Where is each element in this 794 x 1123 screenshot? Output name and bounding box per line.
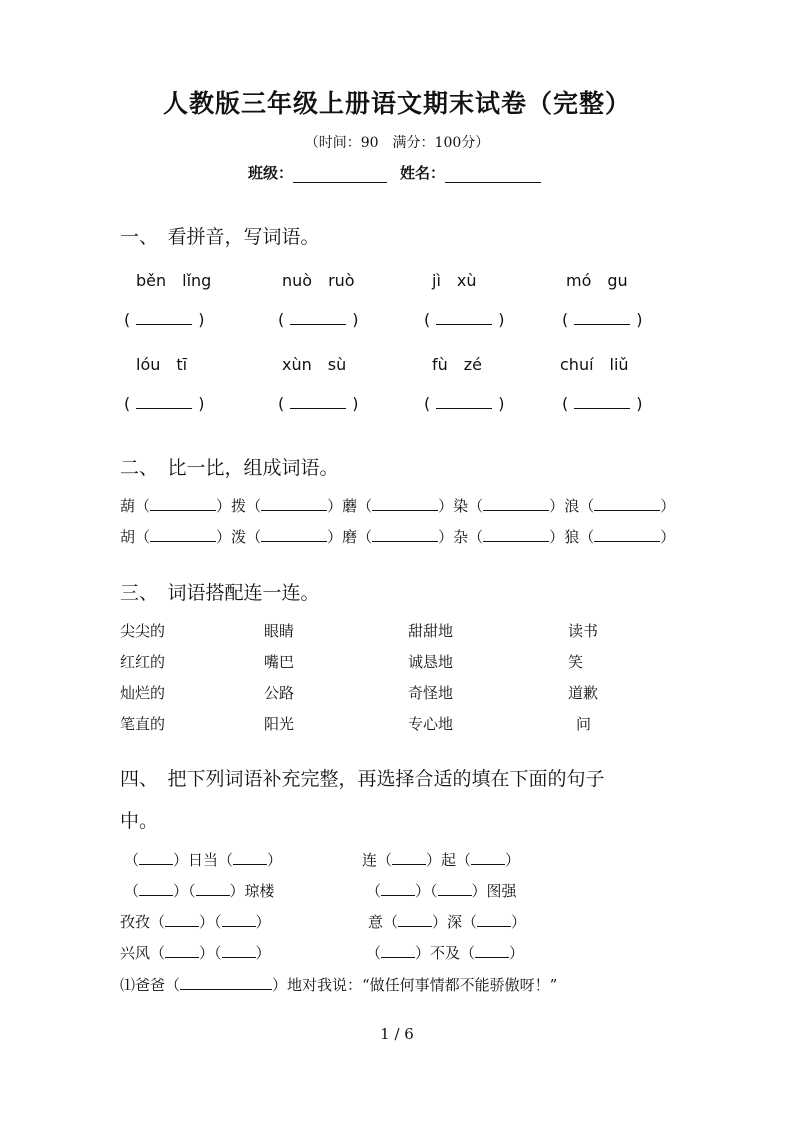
answer-blank[interactable] — [233, 852, 267, 865]
answer-blank[interactable]: ( ) — [562, 394, 643, 413]
match-word[interactable]: 阳光 — [264, 715, 295, 733]
name-label: 姓名： — [400, 164, 446, 182]
idiom-item: （ ）不及（ ） — [366, 944, 525, 962]
answer-blank[interactable] — [165, 945, 199, 958]
idiom-item: （ ）日当（ ） — [124, 851, 283, 869]
class-field[interactable] — [248, 162, 387, 183]
exam-info: （时间：90 满分：100分） — [304, 135, 490, 151]
answer-blank[interactable]: ( ) — [124, 310, 205, 329]
compare-row-2: 胡（ ）泼（ ）磨（ ）杂（ ）狼（ ） — [120, 528, 676, 546]
page-number: 1 / 6 — [380, 1025, 414, 1043]
answer-blank[interactable]: ( ) — [278, 394, 359, 413]
match-word[interactable]: 奇怪地 — [408, 684, 454, 702]
pinyin-item: lóu tī — [136, 355, 188, 374]
answer-blank[interactable] — [165, 914, 199, 927]
match-word[interactable]: 红红的 — [120, 653, 166, 671]
answer-blank[interactable] — [261, 529, 327, 542]
answer-blank[interactable] — [222, 914, 256, 927]
match-word[interactable]: 道歉 — [568, 684, 599, 702]
answer-blank[interactable] — [594, 529, 660, 542]
answer-blank[interactable] — [222, 945, 256, 958]
name-blank[interactable] — [445, 168, 541, 183]
match-word[interactable]: 诚恳地 — [408, 653, 454, 671]
match-word[interactable]: 问 — [576, 715, 592, 733]
answer-blank[interactable] — [483, 529, 549, 542]
idiom-item: 连（ ）起（ ） — [362, 851, 521, 869]
section4-heading: 四、 把下列词语补充完整，再选择合适的填在下面的句子 — [120, 768, 605, 790]
match-word[interactable]: 嘴巴 — [264, 653, 295, 671]
answer-blank[interactable] — [398, 914, 432, 927]
answer-blank[interactable] — [477, 914, 511, 927]
section2-heading: 二、 比一比，组成词语。 — [120, 457, 339, 479]
match-word[interactable]: 笑 — [568, 653, 584, 671]
match-word[interactable]: 灿烂的 — [120, 684, 166, 702]
idiom-item: 兴风（ ）（ ） — [120, 944, 271, 962]
answer-blank[interactable] — [372, 529, 438, 542]
sentence-item: ⑴爸爸（ ）地对我说：“做任何事情都不能骄傲呀！” — [120, 976, 558, 994]
match-word[interactable]: 公路 — [264, 684, 295, 702]
idiom-item: （ ）（ ）图强 — [366, 882, 517, 900]
pinyin-item: fù zé — [432, 355, 483, 374]
answer-blank[interactable]: ( ) — [424, 310, 505, 329]
answer-blank[interactable]: ( ) — [562, 310, 643, 329]
answer-blank[interactable] — [475, 945, 509, 958]
match-word[interactable]: 眼睛 — [264, 622, 295, 640]
section4-heading-cont: 中。 — [120, 810, 159, 832]
answer-blank[interactable] — [150, 529, 216, 542]
answer-blank[interactable] — [483, 498, 549, 511]
pinyin-item: jì xù — [432, 271, 477, 290]
answer-blank[interactable] — [381, 945, 415, 958]
idiom-item: 孜孜（ ）（ ） — [120, 913, 271, 931]
class-label: 班级： — [248, 164, 294, 182]
answer-blank[interactable]: ( ) — [278, 310, 359, 329]
answer-blank[interactable] — [139, 852, 173, 865]
pinyin-item: chuí liǔ — [560, 355, 629, 374]
name-field[interactable] — [400, 162, 541, 183]
match-word[interactable]: 甜甜地 — [408, 622, 454, 640]
match-word[interactable]: 尖尖的 — [120, 622, 166, 640]
answer-blank[interactable]: ( ) — [124, 394, 205, 413]
answer-blank[interactable] — [150, 498, 216, 511]
match-word[interactable]: 读书 — [568, 622, 599, 640]
pinyin-item: běn lǐng — [136, 271, 212, 290]
answer-blank[interactable] — [372, 498, 438, 511]
answer-blank[interactable] — [594, 498, 660, 511]
pinyin-item: nuò ruò — [282, 271, 355, 290]
answer-blank[interactable] — [438, 883, 472, 896]
match-word[interactable]: 笔直的 — [120, 715, 166, 733]
section3-heading: 三、 词语搭配连一连。 — [120, 582, 320, 604]
idiom-item: （ ）（ ）琼楼 — [124, 882, 275, 900]
answer-blank[interactable] — [471, 852, 505, 865]
compare-row-1: 葫（ ）拨（ ）蘑（ ）染（ ）浪（ ） — [120, 497, 676, 515]
idiom-item: 意（ ）深（ ） — [368, 913, 527, 931]
class-blank[interactable] — [293, 168, 387, 183]
answer-blank[interactable] — [381, 883, 415, 896]
answer-blank[interactable] — [139, 883, 173, 896]
answer-blank[interactable] — [180, 977, 272, 990]
pinyin-item: xùn sù — [282, 355, 347, 374]
pinyin-item: mó gu — [566, 271, 628, 290]
answer-blank[interactable] — [196, 883, 230, 896]
match-word[interactable]: 专心地 — [408, 715, 454, 733]
answer-blank[interactable] — [261, 498, 327, 511]
answer-blank[interactable]: ( ) — [424, 394, 505, 413]
section1-heading: 一、 看拼音，写词语。 — [120, 226, 320, 248]
answer-blank[interactable] — [392, 852, 426, 865]
page-title: 人教版三年级上册语文期末试卷（完整） — [162, 89, 631, 118]
